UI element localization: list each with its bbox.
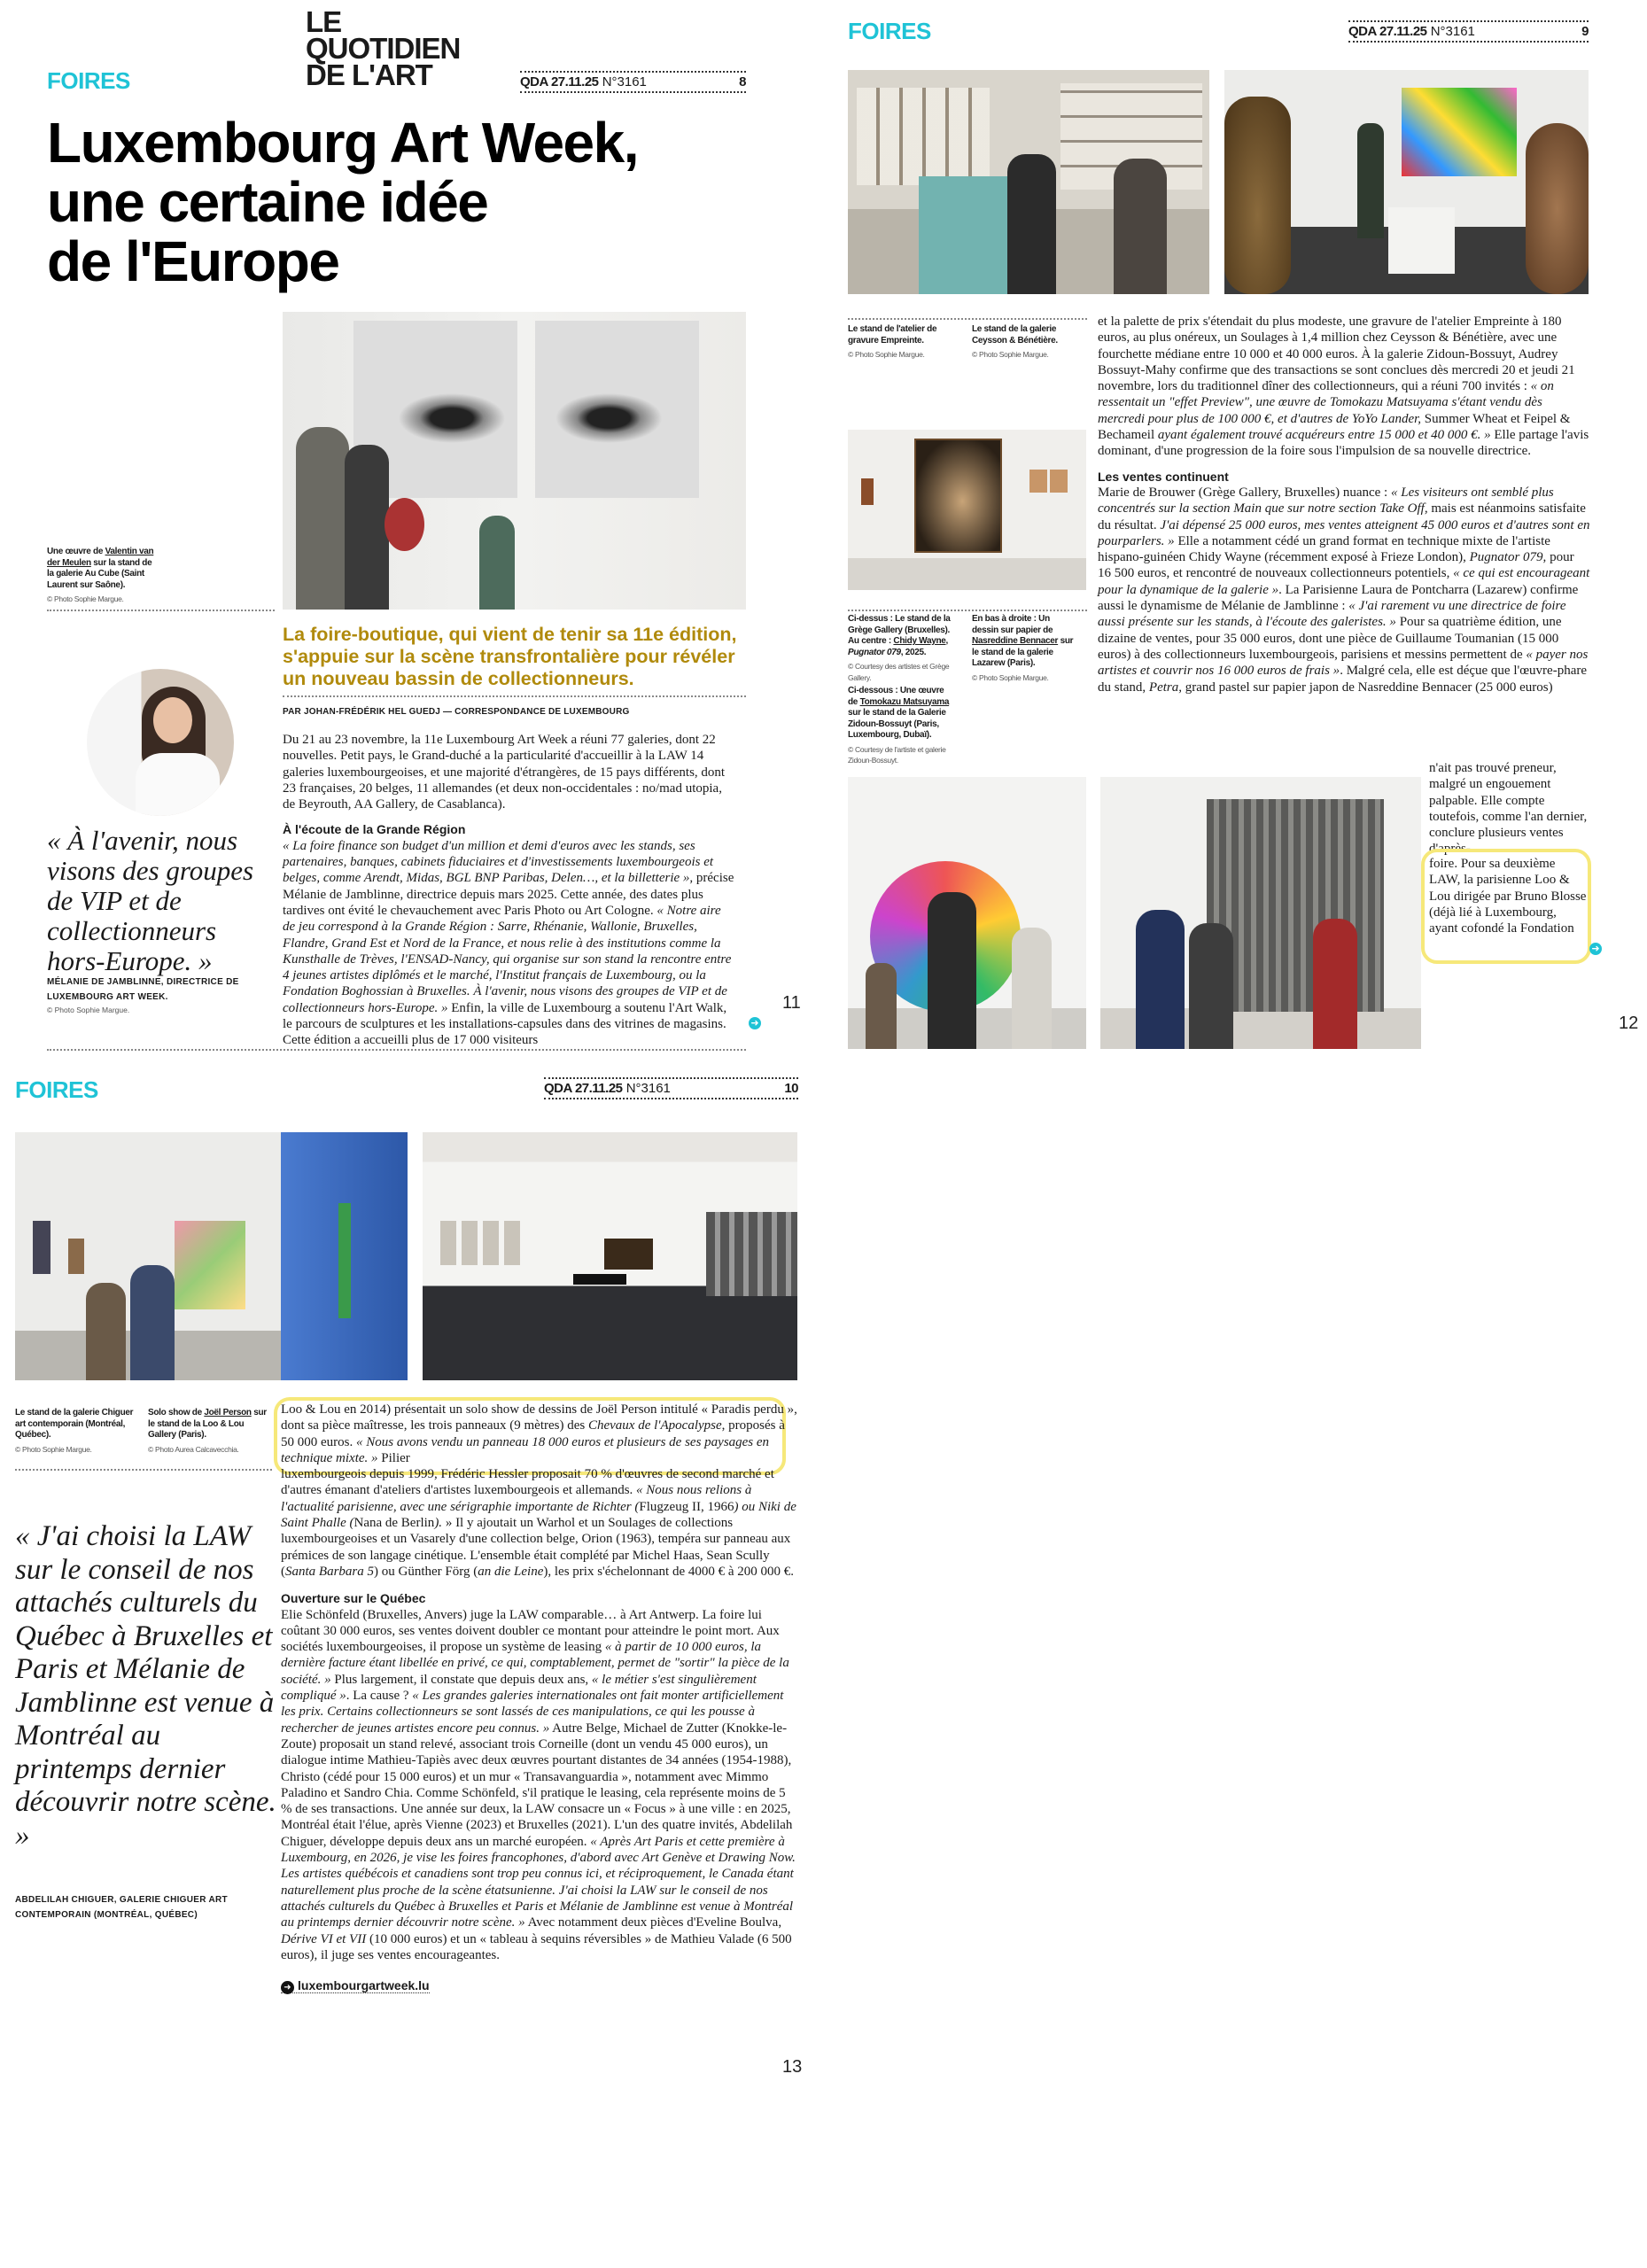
photo-credit: © Courtesy des artistes et Grège Gallery. <box>848 662 950 682</box>
italic-text: « on ressentait un "effet Preview", une œuvre de Tomokazu Matsuyama s'étant vendu dès mercredi pour plus de 100 000 €, et d'autres de YoYo Lander, <box>1098 379 1554 426</box>
italic-text: Santa Barbara 5 <box>285 1564 375 1579</box>
text-run: Nana de Berlin <box>353 1516 435 1531</box>
divider <box>47 1049 746 1051</box>
italic-text: ) ou Niki de Saint Phalle ( <box>281 1499 796 1531</box>
caption-text: Le stand de l'atelier de gravure Empreinte. <box>848 324 937 346</box>
issue-number: N°3161 <box>1430 24 1475 39</box>
text-run: Elle a notamment cédé un grand format en technique mixte de l'artiste hispano-guinéen Chidy Wayne (récemment exposé à Frieze London), <box>1098 533 1550 565</box>
paragraph <box>281 1466 799 1580</box>
arrow-right-circle-icon[interactable]: ➜ <box>1589 943 1602 955</box>
divider <box>848 318 1087 320</box>
italic-text: « Notre aire de jeu correspond à la Grande Région : Sarre, Rhénanie, Wallonie, Bruxelles, Flandre, Grand Est et Nord de la France, et nous relie à des institutions comme la Kunsthalle de Trèves, l'ENSAD-Nancy, qui organise sur son stand la rencontre entre 4 jeunes artistes diplômés et le marché, l'Institut français de Luxembourg, ou la Fondation Boghossian à Bruxelles. À l'avenir, nous visons des groupes de VIP et de collectionneurs hors-Europe. » <box>283 903 732 1015</box>
caption-text: Le stand de la galerie Chiguer art contemporain (Montréal, Québec). <box>15 1408 134 1440</box>
photo-eyes-artwork <box>283 312 746 610</box>
photo-credit: © Photo Sophie Margue. <box>972 672 1049 682</box>
artist-link[interactable]: Tomokazu Matsuyama <box>859 696 950 707</box>
text-run: (10 000 euros) et un « tableau à sequins réversibles » de Mathieu Valade (6 500 euros), il juge ses ventes encourageantes. <box>281 1931 792 1962</box>
text-run: Enfin, la ville de Luxembourg a soutenu l'Art Walk, le parcours de sculptures et les installations-capsules dans des vitrines de magasins. Cette édition a accueilli plus de 17 000 visiteurs <box>283 1000 727 1048</box>
photo-empreinte-stand <box>848 70 1209 294</box>
photo-credit: © Photo Sophie Margue. <box>972 350 1049 359</box>
section-label: FOIRES <box>47 67 130 94</box>
italic-text: ). <box>434 1516 443 1531</box>
website-link-text[interactable]: luxembourgartweek.lu <box>298 1978 430 1993</box>
photo-caption <box>15 1408 135 1455</box>
italic-text: « Nous avons vendu un panneau 18 000 euros et plusieurs de ses paysages en technique mixte. » <box>281 1434 770 1465</box>
text-run: ), les prix s'échelonnant de 4000 € à 200 000 €. <box>543 1564 795 1579</box>
issue-number: N°3161 <box>602 74 647 89</box>
portrait-melanie-de-jamblinne <box>87 669 234 816</box>
italic-text: « Les visiteurs ont semblé plus concentrés sur la section Main que sur notre section Take Off, <box>1098 485 1554 517</box>
caption-text: sur le stand de la galerie Lazarew (Paris). <box>972 636 1074 668</box>
text-run: ) ou Günther Förg ( <box>374 1564 478 1579</box>
page-label: 10 <box>784 1081 798 1096</box>
article-body-narrow: n'ait pas trouvé preneur, malgré un engouement palpable. Elle compte toutefois, comme l'an dernier, conclure plusieurs ventes d'après- <box>1429 761 1588 857</box>
caption-text: Le stand de la galerie Ceysson & Bénétière. <box>972 324 1058 346</box>
title-line: de l'Europe <box>47 229 339 293</box>
pull-quote-attribution: ABDELILAH CHIGUER, GALERIE CHIGUER ART CONTEMPORAIN (MONTRÉAL, QUÉBEC) <box>15 1895 228 1920</box>
divider <box>848 610 1087 611</box>
paragraph <box>283 732 734 812</box>
photo-caption <box>972 614 1074 683</box>
text-run: pour 16 500 euros, et rencontré de nouveaux collectionneurs potentiels, <box>1098 550 1574 581</box>
caption-text: , <box>945 636 949 646</box>
italic-text: « La foire finance son budget d'un million et demi d'euros avec les stands, ses partenaires, banques, cabinets fiduciaires et d'investissements luxembourgeois et belges, comme Arendt, Midas, BGL BNP Paribas, Delen…, et la billetterie », <box>283 838 714 886</box>
screen-page-number: 11 <box>782 993 801 1013</box>
byline: PAR JOHAN-FRÉDÉRIK HEL GUEDJ — CORRESPONDANCE DE LUXEMBOURG <box>283 707 630 717</box>
issue-code: QDA 27.11.25 <box>520 74 599 89</box>
italic-text: « Nous nous relions à l'actualité parisienne, avec une sérigraphie importante de Richter ( <box>281 1483 752 1514</box>
issue-code: QDA 27.11.25 <box>544 1081 623 1096</box>
page-label: 8 <box>739 74 746 89</box>
photo-caption <box>148 1408 272 1455</box>
text-run: Autre Belge, Michael de Zutter (Knokke-le-Zoute) proposait un stand relevé, associant trois Corneille (dont un vendu 45 000 euros), un dialogue intime Mathieu-Tapiès avec deux œuvres pourtant distantes de 34 années (1954-1988), Christo (cédé pour 15 000 euros) et un mur « Transavanguardia », notamment avec Mimmo Paladino et Sandro Chia. Comme Schönfeld, s'il pratique le leasing, cela représente moins de 5 % de ses transactions. Une année sur deux, la LAW consacre un « Focus » à une ville : en 2025, Montréal était l'élue, après Vienne (2023) et Bruxelles (2021). L'un des quatre invités, Abdelilah Chiguer, développe depuis deux ans un marché européen. <box>281 1720 793 1849</box>
screen-page-number: 12 <box>1619 1014 1639 1033</box>
italic-text: Chevaux de l'Apocalypse <box>587 1418 722 1433</box>
photo-credit: © Photo Sophie Margue. <box>47 594 124 603</box>
caption-text: Ci-dessous : Une œuvre de <box>848 686 944 707</box>
arrow-right-circle-icon[interactable]: ➜ <box>749 1017 761 1029</box>
pull-quote: « À l'avenir, nous visons des groupes de VIP et de collectionneurs hors-Europe. » <box>47 825 254 976</box>
photo-credit: © Photo Sophie Margue. <box>15 1444 92 1454</box>
article-subtitle: La foire-boutique, qui vient de tenir sa 11e édition, s'appuie sur la scène transfrontalière pour révéler un nouveau bassin de collectionneurs. <box>283 624 737 689</box>
article-body <box>1098 314 1590 695</box>
text-run: Loo & Lou en 2014) présentait un solo show de dessins de Joël Person intitulé « Paradis perdu », dont sa pièce maîtresse, les trois panneaux (9 mètres) des <box>281 1402 797 1433</box>
italic-text: Petra, <box>1148 680 1182 695</box>
paragraph <box>1098 485 1590 695</box>
article-body <box>283 732 734 1049</box>
photo-caption <box>972 324 1087 361</box>
photo-chiguer-stand <box>15 1132 408 1380</box>
section-label: FOIRES <box>15 1076 98 1103</box>
highlighted-paragraph <box>281 1402 799 1466</box>
text-run: Flugzeug II, 1966 <box>639 1499 734 1514</box>
caption-text: , 2025. <box>900 647 927 657</box>
italic-text: « le métier s'est singulièrement compliqué » <box>281 1672 757 1704</box>
divider <box>15 1469 272 1471</box>
title-line: une certaine idée <box>47 170 488 234</box>
page-label: 9 <box>1581 24 1589 39</box>
paragraph <box>283 838 734 1049</box>
text-run: luxembourgeois depuis 1999, Frédéric Hessler proposait 70 % d'œuvres de second marché et d'autres émanant d'ateliers d'artistes luxembourgeois et allemands. <box>281 1467 774 1498</box>
photo-bennacer-petra <box>1100 777 1421 1049</box>
text-run: et la palette de prix s'étendait du plus modeste, une gravure de l'atelier Empreinte à 180 euros, au plus onéreux, un Soulages à 1,4 million chez Ceysson & Bénétière, avec une fourchette médiane entre 10 000 et 40 000 euros. À la galerie Zidoun-Bossuyt, Audrey Bossuyt-Mahy confirme que des transactions se sont conclues dès mercredi 20 et jeudi 21 novembre, lors du traditionnel dîner des collectionneurs, qui a réuni 700 invités : <box>1098 315 1575 394</box>
caption-text: Une œuvre de <box>47 547 105 556</box>
issue-header <box>1348 20 1589 43</box>
pull-quote: « J'ai choisi la LAW sur le conseil de nos attachés culturels du Québec à Bruxelles et Paris et Mélanie de Jamblinne est venue à Montréal au printemps dernier découvrir notre scène. » <box>15 1520 276 1852</box>
pull-quote-attribution: MÉLANIE DE JAMBLINNE, DIRECTRICE DE LUXEMBOURG ART WEEK. <box>47 977 239 1002</box>
divider <box>47 610 275 611</box>
paragraph <box>281 1607 799 1964</box>
issue-header <box>520 71 746 93</box>
photo-ceysson-stand <box>1224 70 1589 294</box>
caption-text: Ci-dessus : Le stand de la Grège Gallery (Bruxelles). Au centre : <box>848 614 951 646</box>
photo-caption <box>47 547 158 605</box>
photo-credit: © Photo Sophie Margue. <box>848 350 925 359</box>
photo-matsuyama-work <box>848 777 1086 1049</box>
highlight-box <box>1421 849 1591 964</box>
italic-text: « J'ai rarement vu une directrice de foire aussi présente sur les stands, à l'écoute des galeristes. » <box>1098 599 1566 630</box>
italic-text: ayant également trouvé acquéreurs entre 15 000 et 40 000 €. » <box>1157 428 1491 443</box>
italic-text: Dérive VI et VII <box>281 1931 367 1946</box>
text-run: grand pastel sur papier japon de Nasreddine Bennacer (25 000 euros) <box>1182 680 1553 695</box>
caption-text: sur la stand de la galerie Au Cube (Saint Laurent sur Saône). <box>47 557 152 590</box>
artist-link[interactable]: Chidy Wayne <box>893 636 946 646</box>
title-line: Luxembourg Art Week, <box>47 111 638 175</box>
text-run: Summer Wheat et Feipel & Bechameil <box>1098 411 1571 443</box>
text-run: Plus largement, il constate que depuis deux ans, <box>330 1672 592 1687</box>
article-body <box>281 1402 799 1994</box>
arrow-right-circle-icon: ➜ <box>281 1981 294 1994</box>
italic-text: J'ai dépensé 25 000 euros, mes ventes atteignent 45 000 euros et d'autres sont en pourparlers. » <box>1098 517 1590 548</box>
text-run: Avec notamment deux pièces d'Eveline Boulva, <box>524 1915 782 1930</box>
issue-number: N°3161 <box>625 1081 671 1096</box>
text-run: . Malgré cela, elle est déçue que l'œuvre-phare du stand, <box>1098 664 1587 695</box>
logo-line: QUOTIDIEN <box>306 32 461 65</box>
caption-text: Solo show de <box>148 1408 205 1418</box>
text-run: Elle partage l'avis dominant, d'une progression de la foire sous l'impulsion de sa nouvelle directrice. <box>1098 428 1589 459</box>
text-run: Pour sa quatrième édition, une dizaine de ventes, pour 35 000 euros, dont une pièce de Guillaume Toumanian (15 000 euros) à des collectionneurs luxembourgeois, parisiens et messins permettent de <box>1098 615 1562 662</box>
italic-text: « Les grandes galeries internationales ont fait monter artificiellement les prix. Certains collectionneurs se sont lassés de ces manipulations, ce qui les pousse à rechercher de jeunes artistes encore peu connus. » <box>281 1689 784 1736</box>
website-link[interactable] <box>281 1978 430 1993</box>
artist-link[interactable]: Valentin van der Meulen <box>47 547 154 568</box>
divider <box>283 695 746 697</box>
logo-line: DE L'ART <box>306 58 432 91</box>
text-run: précise Mélanie de Jamblinne, directrice depuis mars 2025. Cette année, des dates plus tardives ont évité le chevauchement avec Paris Photo ou Art Cologne. <box>283 871 734 918</box>
photo-caption <box>848 614 954 766</box>
italic-text: « ce qui est encourageant pour la dynamique de la galerie » <box>1098 566 1590 597</box>
caption-text: sur le stand de la Galerie Zidoun-Bossuyt (Paris, Luxembourg, Dubaï). <box>848 708 946 740</box>
text-run: mais est néanmoins satisfaite du résultat. <box>1098 501 1586 532</box>
text-run: Elie Schönfeld (Bruxelles, Anvers) juge la LAW comparable… à Art Antwerp. La foire lui coûtant 30 000 euros, ses ventes doivent doubler ce montant pour atteindre le point mort. Aux sociétés luxembourgeoises, il propose un système de leasing <box>281 1607 780 1655</box>
screen-page-number: 13 <box>782 2057 803 2077</box>
artwork-title: Pugnator 079 <box>848 647 901 657</box>
text-run: Du 21 au 23 novembre, la 11e Luxembourg Art Week a réuni 77 galeries, dont 22 nouvelles. Petit pays, le Grand-duché a la particularité d'accueillir à la LAW 14 galeries luxembourgeoises, et une majorité d'étrangères, de 15 pays différents, dont 23 françaises, 20 belges, 11 allemandes (et deux non-occidentales : no/mad utopia, de Beyrouth, AA Gallery, de Casablanca). <box>283 733 726 812</box>
photo-credit: © Courtesy de l'artiste et galerie Zidoun-Bossuyt. <box>848 744 946 765</box>
caption-text: sur le stand de la Loo & Lou Gallery (Paris). <box>148 1408 267 1440</box>
section-label: FOIRES <box>848 18 931 44</box>
text-run: » Il y ajoutait un Warhol et un Soulages de collections luxembourgeoises et un Vasarely d'une collection belge, Orion (1963), tempéra sur panneau aux prémices de son langage cinétique. L'ensemble était complété par Michel Haas, Sean Scully ( <box>281 1516 791 1579</box>
artist-link[interactable]: Nasreddine Bennacer <box>972 636 1059 646</box>
text-run: Marie de Brouwer (Grège Gallery, Bruxelles) nuance : <box>1098 485 1391 500</box>
highlighted-text: foire. Pour sa deuxième LAW, la parisienne Loo & Lou dirigée par Bruno Blosse (déjà lié à Luxembourg, ayant cofondé la Fondation <box>1429 857 1587 936</box>
italic-text: « à partir de 10 000 euros, la dernière facture étant libellée en privé, ce qui, comptablement, permet de "sortir" la pièce de la société. » <box>281 1640 789 1687</box>
text-run: Pilier <box>377 1450 410 1465</box>
article-title <box>47 113 756 291</box>
italic-text: an die Leine <box>478 1564 544 1579</box>
photo-credit: © Photo Aurea Calcavecchia. <box>148 1444 239 1454</box>
text-run: , proposés à 50 000 euros. <box>281 1418 785 1449</box>
text-run: . La Parisienne Laura de Pontcharra (Lazarew) confirme aussi le dynamisme de Mélanie de Jamblinne : <box>1098 582 1579 614</box>
text-run: . La cause ? <box>346 1689 413 1704</box>
caption-text: En bas à droite : Un dessin sur papier de <box>972 614 1053 635</box>
publication-logo <box>306 5 461 91</box>
italic-text: « payer nos artistes et couvrir nos 16 000 euros de frais » <box>1098 647 1589 679</box>
issue-code: QDA 27.11.25 <box>1348 24 1427 39</box>
portrait-credit: © Photo Sophie Margue. <box>47 1006 130 1014</box>
photo-grege-gallery-stand <box>848 430 1086 590</box>
italic-text: « Après Art Paris et cette première à Luxembourg, en 2026, je vise les foires francophones, d'abord avec Art Genève et Drawing Now. Les artistes québécois et canadiens sont trop peu connus ici, et réciproquement, le Canada étant naturellement plus proche de la scène étatsunienne. J'ai choisi la LAW sur le conseil de nos attachés culturels du Québec à Bruxelles et Paris et Mélanie de Jamblinne est venue à Montréal au printemps dernier découvrir notre scène. » <box>281 1834 796 1930</box>
italic-text: Pugnator 079, <box>1469 550 1547 565</box>
section-heading: Ouverture sur le Québec <box>281 1591 426 1606</box>
logo-line: LE <box>306 5 342 38</box>
issue-header <box>544 1077 798 1099</box>
section-heading: À l'écoute de la Grande Région <box>283 822 466 837</box>
section-heading: Les ventes continuent <box>1098 469 1229 484</box>
photo-joel-person-show <box>423 1132 797 1380</box>
artist-link[interactable]: Joël Person <box>204 1408 252 1418</box>
photo-caption <box>848 324 963 361</box>
paragraph <box>1098 314 1590 460</box>
